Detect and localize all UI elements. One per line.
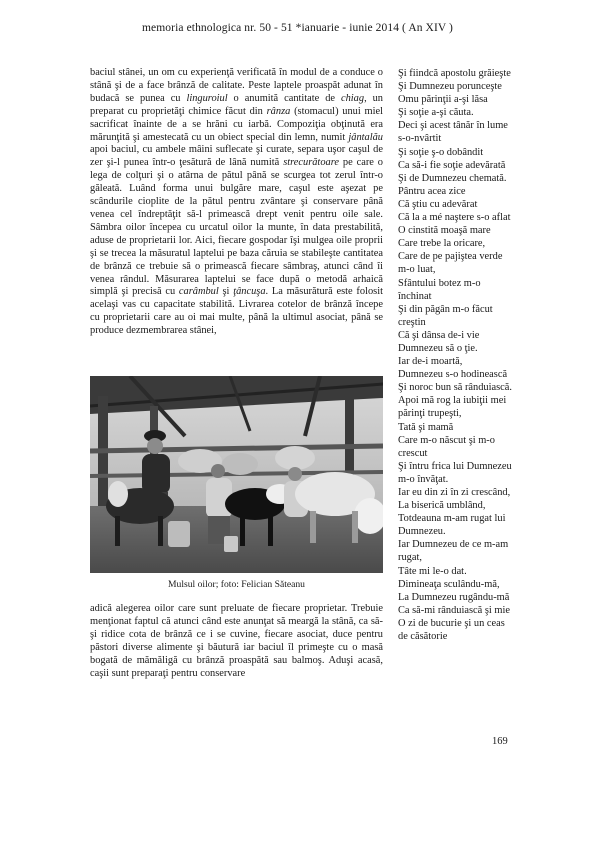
poem-line: Care m-o născut şi m-o <box>398 434 495 446</box>
poem-column <box>398 67 528 643</box>
text-run: . La măsurătură este folosit acelaşi vas cu capacitate stabilită. Livrarea cotelor de brânză începe cu proprietarii care au oi mai multe, până la ultimul asociat, până se produce dezmembrarea stânei, <box>90 286 383 337</box>
term-tancusa: ţâncuşa <box>233 286 266 298</box>
poem-line: Apoi mă rog la iubiţii mei <box>398 395 507 407</box>
poem-line: Dumnezeu. <box>398 526 446 538</box>
poem-line: părinţi trupeşti, <box>398 408 462 420</box>
poem-line: La biserică umblând, <box>398 500 486 512</box>
poem-line: Iar Dumnezeu de ce m-am <box>398 539 509 551</box>
poem-line: Dumnezeu s-o hodinească <box>398 369 508 381</box>
poem-line: Ca să-mi rânduiască şi mie <box>398 604 510 616</box>
poem-line: Că şi dânsa de-i vie <box>398 329 480 341</box>
poem-line: Care de pe pajiştea verde <box>398 251 503 263</box>
poem-line: Deci şi acest tânăr în lume <box>398 120 508 132</box>
term-jantalau: jântalău <box>348 131 383 143</box>
sheep-milking-photo <box>90 376 383 573</box>
poem-line: s-o-nvârtit <box>398 133 442 145</box>
poem-line: Şi Dumnezeu porunceşte <box>398 81 502 93</box>
poem-line: Omu părinţii a-şi lăsa <box>398 94 488 106</box>
poem-line: Iar eu din zi în zi crescând, <box>398 487 511 498</box>
poem-line: Dumnezeu să o ţie. <box>398 342 478 354</box>
term-ranza: rânza <box>266 105 291 117</box>
poem-line: m-o învăţat. <box>398 473 449 485</box>
text-run: apoi baciul, cu ambele mâini suflecate şi curate, separa uşor caşul de zer şi-l punea într-o ţesătură de lână numită <box>90 144 383 169</box>
poem-line: Şi soţie a-şi căuta. <box>398 107 474 119</box>
poem-line: Că ştiu cu adevărat <box>398 198 478 210</box>
poem-line: Şi fiindcă apostolu grăieşte <box>398 68 511 79</box>
poem-line: Ca să-i fie soţie adevărată <box>398 159 506 171</box>
running-header: memoria ethnologica nr. 50 - 51 *ianuarie - iunie 2014 ( An XIV ) <box>142 22 453 34</box>
poem-line: de căsătorie <box>398 631 448 643</box>
term-chiag: chiag <box>340 92 365 104</box>
poem-line: Dimineaţa sculându-mă, <box>398 578 500 590</box>
poem-line: Şi de Dumnezeu chemată. <box>398 172 507 184</box>
text-run: o anumită cantitate de <box>227 92 341 104</box>
text-run: (stomacul) unui miel sacrificat înainte de a se hrăni cu iarbă. Compoziţia obţinută era mărunţită şi amestecată cu un obiect special din lemn, numit <box>90 105 383 143</box>
text-run: şi <box>218 286 234 298</box>
poem-line: Iar de-i moartă, <box>398 356 463 368</box>
poem-line: m-o luat, <box>398 264 436 276</box>
poem-line: Şi întru frica lui Dumnezeu <box>398 460 512 472</box>
poem-line: Şi din păgân m-o făcut <box>398 303 493 315</box>
term-carambul: carâmbul <box>178 286 219 298</box>
poem-line: Pântru acea zice <box>398 185 466 197</box>
poem-line: Şi soţie ş-o dobândit <box>398 146 484 158</box>
photo-caption: Mulsul oilor; foto: Felician Săteanu <box>168 579 305 590</box>
text-run: pe care o lega de colţuri şi o atârna de pătul până se scurgea tot zerul într-o găleată. Luând forma unui bulgăre mare, caşul este aşezat pe scândurile cioplite de la pătul pentru zvântare şi conservare până venea cel îndreptăţit să-l primească drept venit pentru oile sale. Sâmbra oilor începea cu urcatul oilor la munte, în data prestabilită, aduse de proprietarii lor. Aici, fiecare gospodar îşi mulgea oile proprii şi se trecea la măsuratul laptelui pe baza căruia se stabileşte cantitatea de brânză ce trebuie să o primească fiecare sâmbraş, atunci când îi venea rândul. Măsurarea laptelui se face după o metodă arhaică simplă şi precisă cu <box>90 157 384 298</box>
poem-line: Totdeauna m-am rugat lui <box>398 513 506 525</box>
poem-line: Tată şi mamă <box>398 421 454 433</box>
term-strecuratoare: strecurătoare <box>283 157 339 169</box>
poem-line: Că la a mé naştere s-o aflat <box>398 212 511 224</box>
poem-line: Tâte mi le-o dat. <box>398 565 467 577</box>
poem-line: La Dumnezeu rugându-mă <box>398 591 510 603</box>
poem-line: crescut <box>398 447 428 459</box>
poem-line: Care trebe la oricare, <box>398 238 486 250</box>
poem-line: creştin <box>398 316 426 328</box>
text-run: baciul stânei, un om cu experienţă verificată în modul de a conduce o stână şi de a face brânză de calitate. Peste laptele proaspăt adunat în budacă se punea cu <box>90 67 383 104</box>
poem-line: O cinstită moaşă mare <box>398 225 491 237</box>
poem-line: închinat <box>398 290 432 302</box>
text-run: , un preparat cu proprietăţi chimice făcut din <box>90 92 383 117</box>
term-linguroiul: linguroiul <box>186 92 228 104</box>
body-text-top <box>90 67 383 338</box>
page-number: 169 <box>492 736 508 747</box>
poem-line: Şi noroc bun să rânduiască. <box>398 382 512 394</box>
poem-line: Sfântului botez m-o <box>398 277 481 289</box>
poem-line: O zi de bucurie şi un ceas <box>398 617 505 629</box>
body-text-bottom: adică alegerea oilor care sunt preluate de fiecare proprietar. Trebuie menţionat faptul că atunci când este anunţat să meargă la stână, ca să-şi ridice cota de brânză ce i se cuvine, fiecare asociat, duce pentru păstori diverse alimente şi băutură iar baciul îl primeşte cu o masă bogată de mămăligă cu brânză proaspătă sau balmoş. Aduşi acasă, caşii sunt preparaţi pentru conservare <box>90 603 383 679</box>
poem-line: rugat, <box>398 552 422 564</box>
